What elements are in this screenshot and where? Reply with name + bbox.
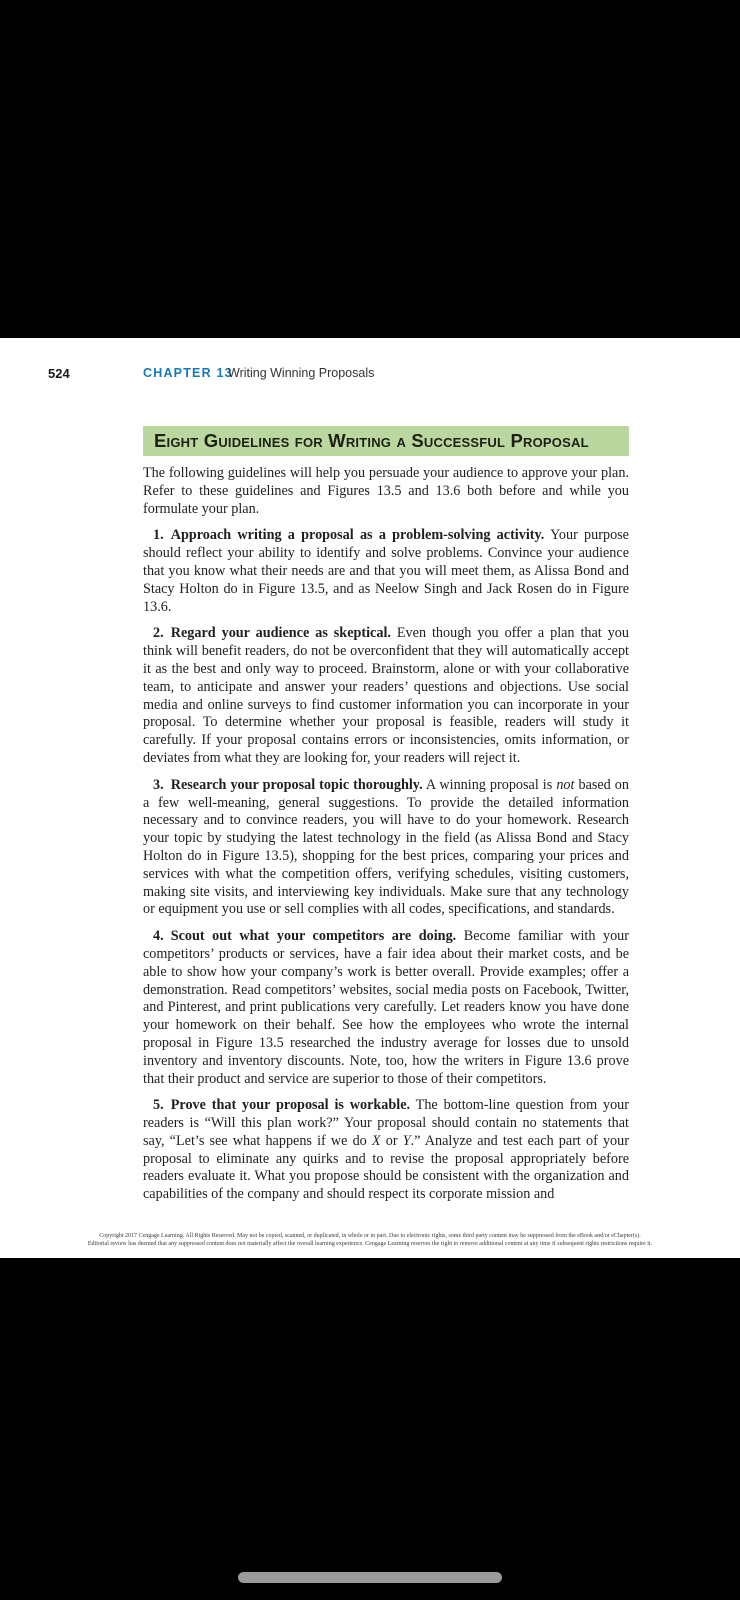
chapter-title: Writing Winning Proposals <box>228 366 375 380</box>
paragraph-text: based on a few well-meaning, general suggestions. To provide the detailed information necessary and to convince readers, you will have to do your homework. Research your topic by studying the latest technology in the field (as Alissa Bond and Stacy Holton do in Figure 13.5), shopping for the best prices, comparing your prices and services with what the competition offers, verifying schedules, visiting customers, making site visits, and interviewing key individuals. Make sure that any technology or equipment you use or sell complies with all codes, specifications, and standards. <box>143 776 629 918</box>
paragraph-heading: 1. Approach writing a proposal as a problem-solving activity. <box>153 527 545 544</box>
paragraph-text: Your purpose should reflect your ability to identify and solve problems. Convince your audience that you know what their needs are and that you will meet them, as Alissa Bond and Stacy Holton do in Figure 13.5, and as Neelow Singh and Jack Rosen do in Figure 13.6. <box>143 527 629 615</box>
paragraph-heading: 2. Regard your audience as skeptical. <box>153 625 391 642</box>
paragraph-text: A winning proposal is <box>422 776 557 793</box>
copyright-line-2: Editorial review has deemed that any suppressed content does not materially affect the overall learning experience. Cengage Learning reserves the right to remove additional content at any time if subsequent rights restrictions require it. <box>87 1241 653 1247</box>
paragraph <box>143 625 629 767</box>
paragraph-text: Become familiar with your competitors’ products or services, have a fair idea about their market costs, and be able to show how your company’s work is better overall. Provide examples; offer a demonstration. Read competitors’ websites, social media posts on Facebook, Twitter, and Pinterest, and print publications very carefully. Let readers know you have done your homework on their behalf. See how the employees who wrote the internal proposal in Figure 13.5 researched the industry average for losses due to unsold inventory and inventory discounts. Note, too, how the writers in Figure 13.6 prove that their product and service are superior to those of their competitors. <box>143 928 629 1087</box>
section-banner <box>143 426 629 456</box>
paragraph-heading: 4. Scout out what your competitors are doing. <box>153 928 457 945</box>
ebook-page <box>0 338 740 1258</box>
copyright-line-1: Copyright 2017 Cengage Learning. All Rights Reserved. May not be copied, scanned, or duplicated, in whole or in part. Due to electronic rights, some third party content may be suppressed from the eBook and/or eChapter(s). <box>99 1233 641 1239</box>
paragraph <box>143 1097 629 1204</box>
body-paragraphs <box>143 527 629 1204</box>
italic-term: Y <box>402 1132 411 1149</box>
paragraph-heading: 5. Prove that your proposal is workable. <box>153 1097 411 1114</box>
italic-term: not <box>556 776 575 793</box>
page-content <box>143 426 629 1204</box>
page-number: 524 <box>48 366 70 381</box>
paragraph-heading: 3. Research your proposal topic thoroughly. <box>153 776 423 793</box>
paragraph-text: Even though you offer a plan that you think will benefit readers, do not be overconfident that they will automatically accept it as the best and only way to proceed. Brainstorm, alone or with your collaborative team, to anticipate and answer your readers’ questions and objections. Use social media and online surveys to find customer information you can incorporate in your proposal. To determine whether your proposal is feasible, readers will study it carefully. If your proposal contains errors or inconsistencies, omits information, or deviates from what they are looking for, your readers will reject it. <box>143 625 629 766</box>
intro-paragraph: The following guidelines will help you persuade your audience to approve your plan. Refer to these guidelines and Figures 13.5 and 13.6 both before and while you formulate your plan. <box>143 465 629 517</box>
paragraph-text: The bottom-line question from your readers is “Will this plan work?” Your proposal should contain no statements that say, “Let’s see what happens if we do <box>143 1097 629 1149</box>
paragraph <box>143 777 629 919</box>
section-heading: Eight Guidelines for Writing a Successful Proposal <box>154 430 589 451</box>
paragraph-text: .” Analyze and test each part of your proposal to eliminate any quirks and to revise the proposal appropriately before readers evaluate it. What you propose should be consistent with the organization and capabilities of the company and should respect its corporate mission and <box>143 1132 629 1203</box>
paragraph <box>143 527 629 616</box>
italic-term: X <box>371 1132 381 1149</box>
body-text <box>143 465 629 1204</box>
paragraph <box>143 928 629 1088</box>
copyright-notice <box>0 1232 740 1248</box>
home-indicator[interactable] <box>238 1572 502 1583</box>
paragraph-text: or <box>380 1132 403 1149</box>
chapter-label: CHAPTER 13 <box>143 366 233 380</box>
